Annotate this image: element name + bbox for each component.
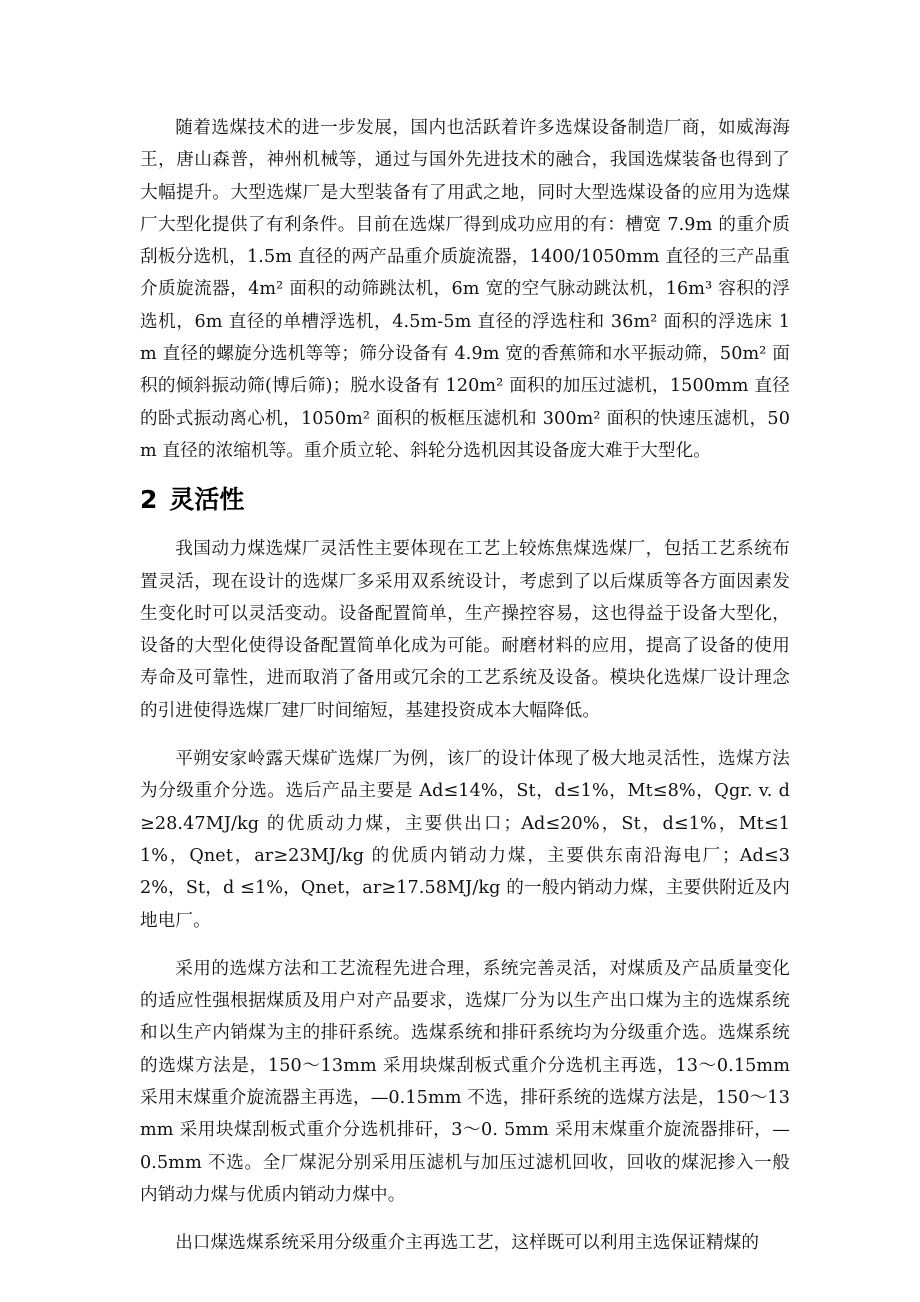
section-number: 2 [140, 485, 158, 515]
paragraph-equipment: 随着选煤技术的进一步发展，国内也活跃着许多选煤设备制造厂商，如威海海王，唐山森普，神州机械等，通过与国外先进技术的融合，我国选煤装备也得到了大幅提升。大型选煤厂是大型装备有了用武之地，同时大型选煤设备的应用为选煤厂大型化提供了有利条件。目前在选煤厂得到成功应用的有：槽宽 7.9m 的重介质刮板分选机，1.5m 直径的两产品重介质旋流器，1400/1050mm 直径的三产品重介质旋流器，4m² 面积的动筛跳汰机，6m 宽的空气脉动跳汰机，16m³ 容积的浮选机，6m 直径的单槽浮选机，4.5m-5m 直径的浮选柱和 36m² 面积的浮选床 1m 直径的螺旋分选机等等；筛分设备有 4.9m 宽的香蕉筛和水平振动筛，50m² 面积的倾斜振动筛(博后筛)；脱水设备有 120m² 面积的加压过滤机，1500mm 直径的卧式振动离心机，1050m² 面积的板框压滤机和 300m² 面积的快速压滤机，50m 直径的浓缩机等。重介质立轮、斜轮分选机因其设备庞大难于大型化。 [140, 118, 790, 461]
section-title: 灵活性 [169, 485, 245, 515]
paragraph-export-coal: 出口煤选煤系统采用分级重介主再选工艺，这样既可以利用主选保证精煤的 [175, 1233, 760, 1254]
paragraph-pingshuo-example: 平朔安家岭露天煤矿选煤厂为例，该厂的设计体现了极大地灵活性，选煤方法为分级重介分选。选后产品主要是 Ad≤14%，St，d≤1%，Mt≤8%，Qgr. v. d ≥28.47MJ/kg 的优质动力煤，主要供出口；Ad≤20%，St，d≤1%，Mt≤11%，Qnet，ar≥23MJ/kg 的优质内销动力煤，主要供东南沿海电厂；Ad≤32%，St，d ≤1%，Qnet，ar≥17.58MJ/kg 的一般内销动力煤，主要供附近及内地电厂。 [140, 749, 790, 931]
paragraph-process: 采用的选煤方法和工艺流程先进合理，系统完善灵活，对煤质及产品质量变化的适应性强根据煤质及用户对产品要求，选煤厂分为以生产出口煤为主的选煤系统和以生产内销煤为主的排矸系统。选煤系统和排矸系统均为分级重介选。选煤系统的选煤方法是，150～13mm 采用块煤刮板式重介分选机主再选，13～0.15mm 采用末煤重介旋流器主再选，—0.15mm 不选，排矸系统的选煤方法是，150～13mm 采用块煤刮板式重介分选机排矸，3～0. 5mm 采用末煤重介旋流器排矸，—0.5mm 不选。全厂煤泥分别采用压滤机与加压过滤机回收，回收的煤泥掺入一般内销动力煤与优质内销动力煤中。 [140, 958, 790, 1205]
section-heading [140, 483, 790, 517]
paragraph-flexibility: 我国动力煤选煤厂灵活性主要体现在工艺上较炼焦煤选煤厂，包括工艺系统布置灵活，现在设计的选煤厂多采用双系统设计，考虑到了以后煤质等各方面因素发生变化时可以灵活变动。设备配置简单，生产操控容易，这也得益于设备大型化，设备的大型化使得设备配置简单化成为可能。耐磨材料的应用，提高了设备的使用寿命及可靠性，进而取消了备用或冗余的工艺系统及设备。模块化选煤厂设计理念的引进使得选煤厂建厂时间缩短，基建投资成本大幅降低。 [140, 539, 790, 721]
document-page [140, 112, 790, 1260]
